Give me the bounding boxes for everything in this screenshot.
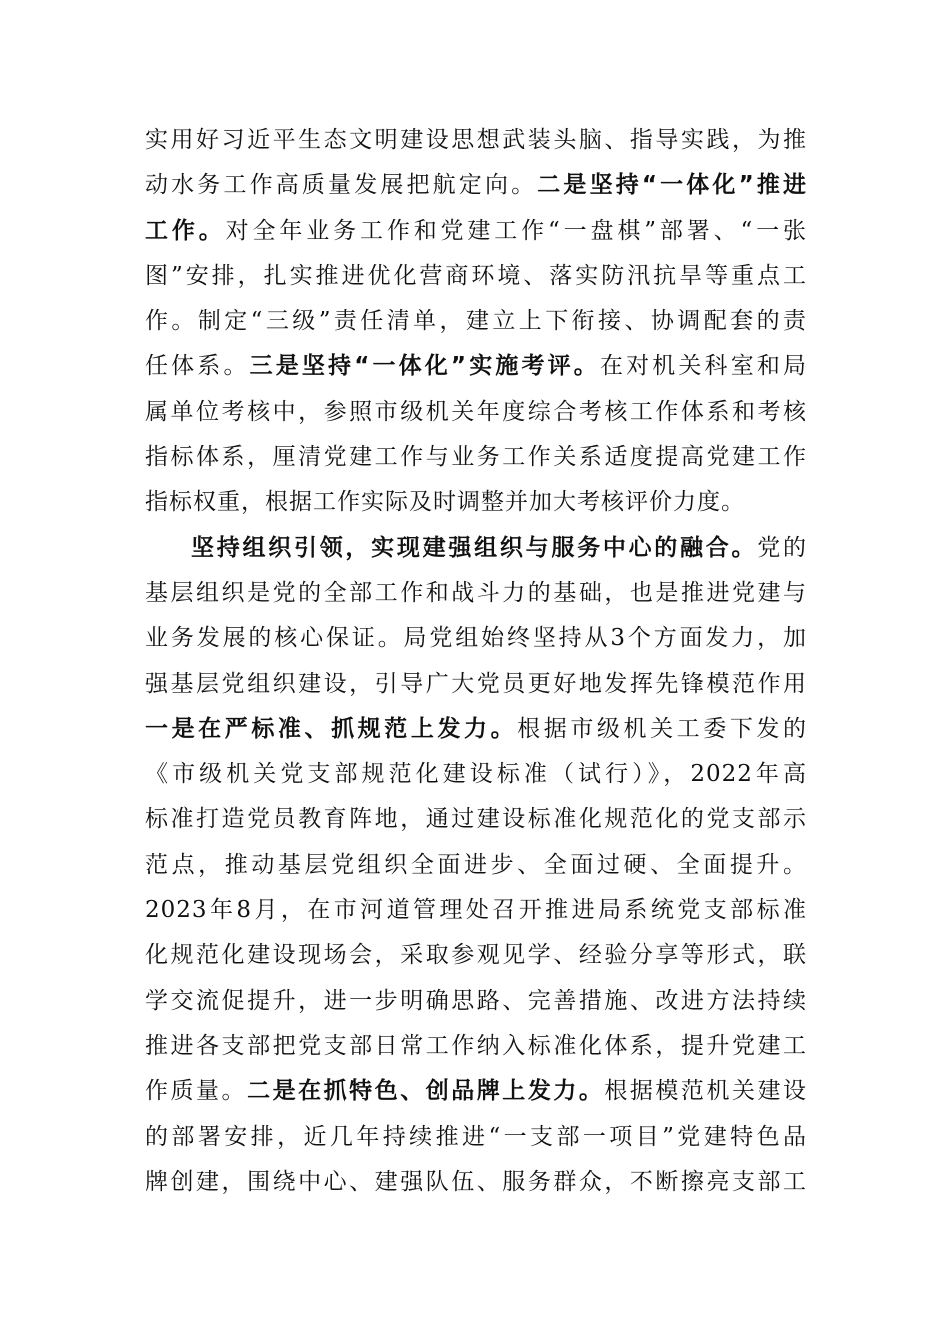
text-line: 《市级机关党支部规范化建设标准（试行）》，2022年高: [145, 761, 807, 788]
text-line: 属单位考核中，参照市级机关年度综合考核工作体系和考核: [145, 398, 807, 425]
text-line: 标准打造党员教育阵地，通过建设标准化规范化的党支部示: [145, 806, 807, 833]
text-line: 动水务工作高质量发展把航定向。二是坚持“一体化”推进: [145, 172, 808, 199]
text-line: 化规范化建设现场会，采取参观见学、经验分享等形式，联: [145, 942, 807, 969]
text-line: 图”安排，扎实推进优化营商环境、落实防汛抗旱等重点工: [145, 262, 807, 289]
text-line: 的部署安排，近几年持续推进“一支部一项目”党建特色品: [145, 1123, 807, 1150]
paragraph-heading-line: 坚持组织引领，实现建强组织与服务中心的融合。党的: [191, 534, 808, 561]
text-line: 任体系。三是坚持“一体化”实施考评。在对机关科室和局: [145, 353, 808, 380]
text-line: 学交流促提升，进一步明确思路、完善措施、改进方法持续: [145, 987, 807, 1014]
text-line: 强基层党组织建设，引导广大党员更好地发挥先锋模范作用: [145, 670, 807, 697]
text-line: 2023年8月，在市河道管理处召开推进局系统党支部标准: [145, 897, 807, 924]
text-line: 实用好习近平生态文明建设思想武装头脑、指导实践，为推: [145, 127, 807, 153]
document-body: [145, 118, 807, 1205]
text-line: 基层组织是党的全部工作和战斗力的基础，也是推进党建与: [145, 579, 807, 606]
text-line: 范点，推动基层党组织全面进步、全面过硬、全面提升。: [145, 851, 807, 878]
text-line: 作。制定“三级”责任清单，建立上下衔接、协调配套的责: [145, 308, 807, 335]
text-line: 作质量。二是在抓特色、创品牌上发力。根据模范机关建设: [145, 1078, 808, 1105]
text-line: 指标体系，厘清党建工作与业务工作关系适度提高党建工作: [145, 444, 807, 471]
text-line: 推进各支部把党支部日常工作纳入标准化体系，提升党建工: [145, 1032, 807, 1059]
text-line: 牌创建，围绕中心、建强队伍、服务群众，不断擦亮支部工: [145, 1168, 807, 1195]
text-line: 指标权重，根据工作实际及时调整并加大考核评价力度。: [145, 489, 745, 516]
text-line: 一是在严标准、抓规范上发力。根据市级机关工委下发的: [145, 715, 808, 742]
text-line: 工作。对全年业务工作和党建工作“一盘棋”部署、“一张: [145, 217, 807, 244]
text-line: 业务发展的核心保证。局党组始终坚持从3个方面发力，加: [145, 625, 807, 652]
